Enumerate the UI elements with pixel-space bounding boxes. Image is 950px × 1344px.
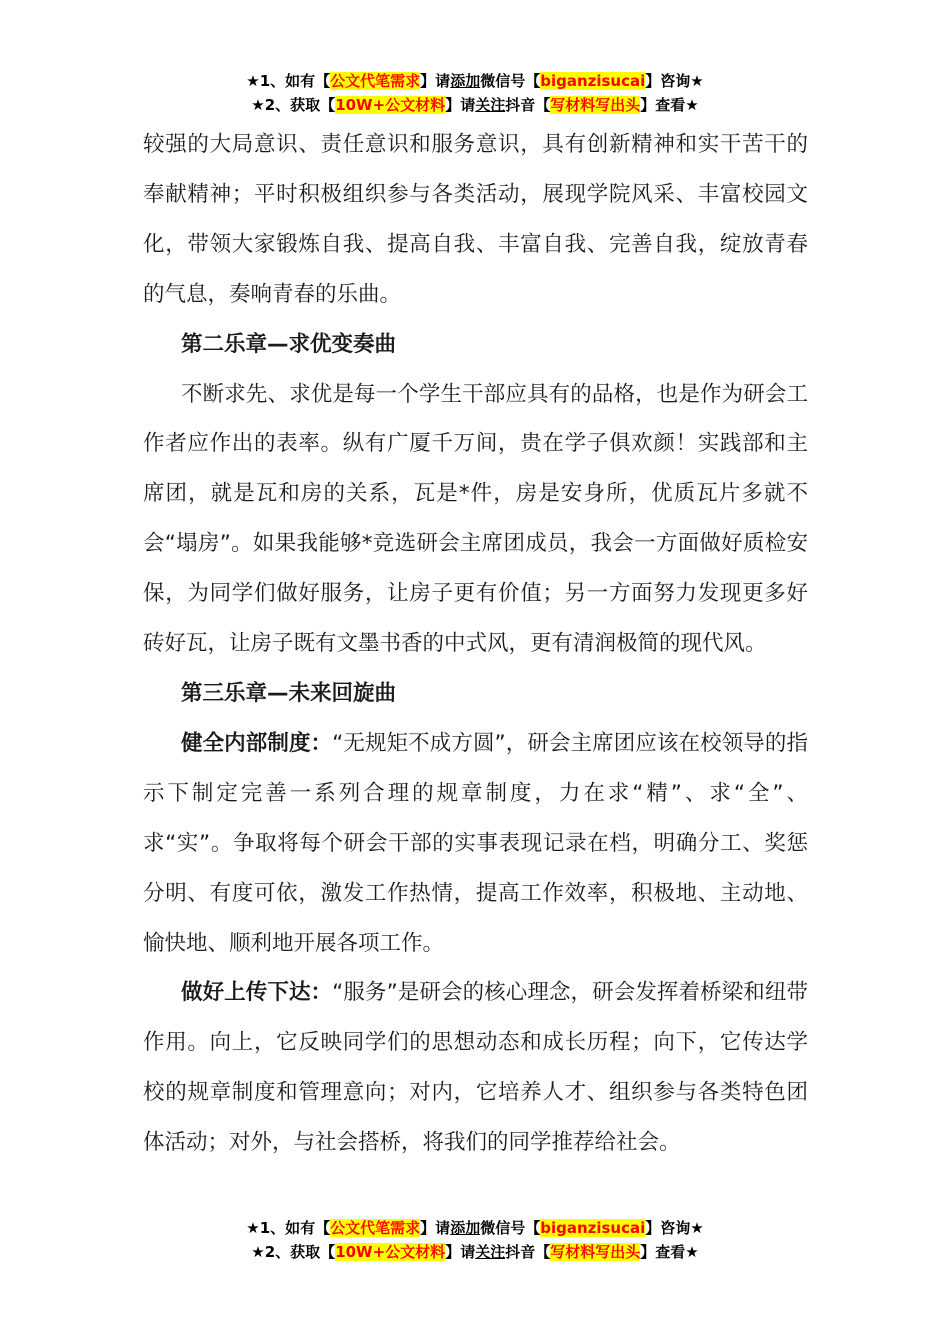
document-body [143, 120, 808, 1168]
paragraph-4 [143, 968, 808, 1168]
promo-highlight: 公文代笔需求 [330, 1219, 421, 1237]
promo-highlight-wechat: biganzisucai [540, 72, 646, 90]
promo-text: 抖音【 [505, 1243, 551, 1261]
promo-text: 】请 [420, 1219, 451, 1237]
section-heading-3: 第三乐章—未来回旋曲 [181, 680, 397, 706]
promo-underlined: 关注 [475, 1243, 506, 1261]
promo-line-2 [0, 1240, 950, 1264]
promo-highlight-wechat: biganzisucai [540, 1219, 646, 1237]
promo-highlight: 10W+公文材料 [335, 96, 446, 114]
paragraph-text: “无规矩不成方圆”，研会主席团应该在校领导的指示下制定完善一系列合理的规章制度，力在求“精”、求“全”、求“实”。争取将每个研会干部的实事表现记录在档，明确分工、奖惩分明、有度可依，激发工作热情，提高工作效率，积极地、主动地、愉快地、顺利地开展各项工作。 [143, 730, 808, 956]
promo-line-2 [0, 93, 950, 117]
promo-text: 抖音【 [505, 96, 551, 114]
paragraph-lead: 做好上传下达： [181, 980, 333, 1006]
promo-text: 】请 [445, 96, 476, 114]
promo-text: ★2、获取【 [251, 1243, 336, 1261]
promo-highlight: 10W+公文材料 [335, 1243, 446, 1261]
paragraph-3 [143, 719, 808, 969]
promo-line-1 [0, 1216, 950, 1240]
promo-text: ★2、获取【 [251, 96, 336, 114]
paragraph-text: “服务”是研会的核心理念，研会发挥着桥梁和纽带作用。向上，它反映同学们的思想动态和成长历程；向下，它传达学校的规章制度和管理意向；对内，它培养人才、组织参与各类特色团体活动；对外，与社会搭桥，将我们的同学推荐给社会。 [143, 980, 808, 1156]
promo-banner-top [0, 69, 950, 117]
promo-text: 】咨询★ [645, 1219, 704, 1237]
paragraph-lead: 健全内部制度： [181, 730, 333, 756]
promo-text: 微信号【 [480, 72, 541, 90]
promo-line-1 [0, 69, 950, 93]
section-heading-2: 第二乐章—求优变奏曲 [181, 331, 397, 357]
promo-text: 】请 [420, 72, 451, 90]
promo-text: ★1、如有【 [246, 1219, 331, 1237]
promo-underlined: 添加 [450, 1219, 481, 1237]
promo-text: ★1、如有【 [246, 72, 331, 90]
promo-text: 微信号【 [480, 1219, 541, 1237]
promo-text: 】请 [445, 1243, 476, 1261]
paragraph-2: 不断求先、求优是每一个学生干部应具有的品格，也是作为研会工作者应作出的表率。纵有广厦千万间，贵在学子俱欢颜！实践部和主席团，就是瓦和房的关系，瓦是*件，房是安身所，优质瓦片多就不会“塌房”。如果我能够*竞选研会主席团成员，我会一方面做好质检安保，为同学们做好服务，让房子更有价值；另一方面努力发现更多好砖好瓦，让房子既有文墨书香的中式风，更有清润极简的现代风。 [143, 381, 808, 657]
paragraph-continued: 较强的大局意识、责任意识和服务意识，具有创新精神和实干苦干的奉献精神；平时积极组织参与各类活动，展现学院风采、丰富校园文化，带领大家锻炼自我、提高自我、丰富自我、完善自我，绽放青春的气息，奏响青春的乐曲。 [143, 132, 808, 307]
promo-highlight-douyin: 写材料写出头 [550, 96, 641, 114]
promo-text: 】查看★ [640, 1243, 699, 1261]
promo-highlight-douyin: 写材料写出头 [550, 1243, 641, 1261]
promo-text: 】咨询★ [645, 72, 704, 90]
promo-text: 】查看★ [640, 96, 699, 114]
promo-underlined: 关注 [475, 96, 506, 114]
promo-highlight: 公文代笔需求 [330, 72, 421, 90]
promo-underlined: 添加 [450, 72, 481, 90]
promo-banner-bottom [0, 1216, 950, 1264]
